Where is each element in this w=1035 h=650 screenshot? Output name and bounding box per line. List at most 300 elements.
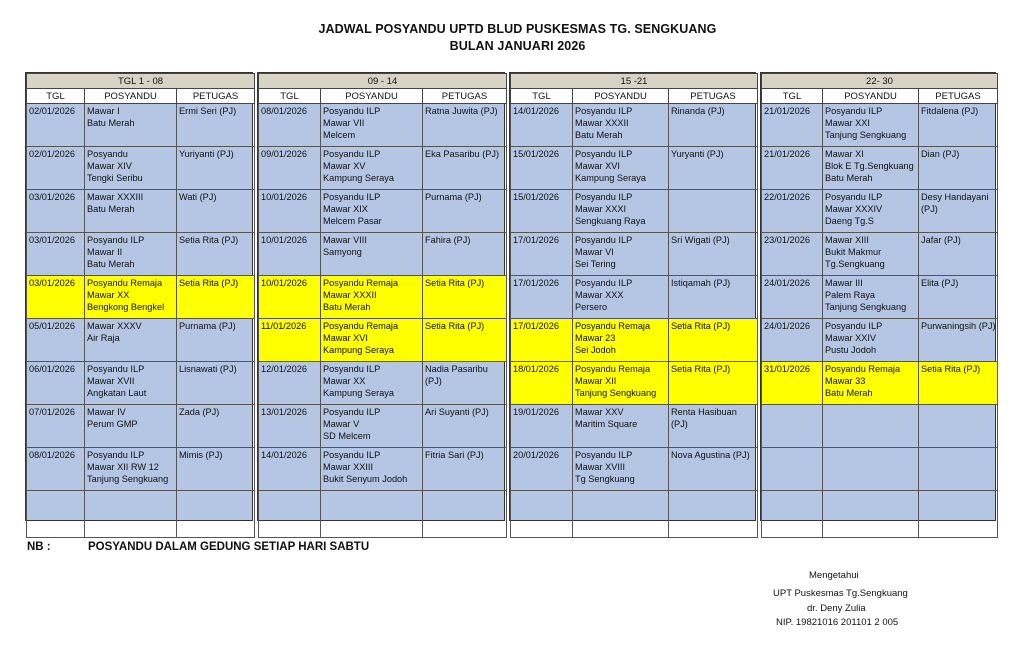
posyandu-line: Kampung Seraya [575,173,646,183]
petugas-text: Nova Agustina (PJ) [671,450,750,460]
date-text: 17/01/2026 [513,278,559,288]
posyandu-line: Daeng Tg.S [825,216,874,226]
cell-petugas [423,276,507,319]
cell-date [762,405,823,448]
cell-petugas [423,104,507,147]
cell-posyandu [573,276,669,319]
cell-date [27,233,85,276]
table-row [762,147,998,190]
posyandu-line: Mawar V [323,419,360,429]
posyandu-line: Sei Tering [575,259,616,269]
cell-posyandu [321,233,423,276]
posyandu-line: Mawar XXV [575,407,624,417]
cell-date [762,147,823,190]
cell-posyandu [321,147,423,190]
posyandu-line: Mawar XII RW 12 [87,462,159,472]
cell-posyandu [321,276,423,319]
date-text: 03/01/2026 [29,192,75,202]
date-text: 12/01/2026 [261,364,307,374]
cell-petugas [177,233,255,276]
table-row [259,190,507,233]
petugas-text: Zada (PJ) [179,407,220,417]
cell-posyandu [321,362,423,405]
posyandu-line: Tanjung Sengkuang [825,302,907,312]
cell-petugas [177,104,255,147]
cell-posyandu [85,448,177,491]
week-range-header: 22- 30 [762,74,998,89]
posyandu-line: Tanjung Sengkuang [825,130,907,140]
posyandu-line: Mawar XIV [87,161,132,171]
posyandu-line: Tengki Seribu [87,173,143,183]
cell-date [511,104,573,147]
petugas-text: Setia Rita (PJ) [921,364,981,374]
posyandu-line: Mawar XVII [87,376,135,386]
petugas-text: Renta Hasibuan (PJ) [671,407,737,429]
table-row [27,319,255,362]
table-row [762,491,998,538]
petugas-text: Mimis (PJ) [179,450,223,460]
posyandu-line: Mawar XXXIII [87,192,144,202]
petugas-text: Eka Pasaribu (PJ) [425,149,500,159]
cell-posyandu [573,448,669,491]
cell-date [27,147,85,190]
posyandu-line: Batu Merah [575,130,623,140]
posyandu-line: Posyandu ILP [87,450,145,460]
sign-name: dr. Deny Zulia [807,603,866,614]
posyandu-line: Mawar XIX [323,204,368,214]
posyandu-line: Posyandu ILP [87,235,145,245]
petugas-text: Lisnawati (PJ) [179,364,237,374]
posyandu-line: Posyandu ILP [323,149,381,159]
date-text: 17/01/2026 [513,235,559,245]
table-row [511,276,758,319]
cell-posyandu [573,319,669,362]
cell-petugas [669,276,758,319]
posyandu-line: Mawar XX [87,290,130,300]
petugas-text: Purnama (PJ) [425,192,482,202]
date-text: 02/01/2026 [29,106,75,116]
week-table-1 [25,72,253,521]
cell-posyandu [85,276,177,319]
posyandu-line: Batu Merah [87,204,135,214]
col-header-tgl: TGL [27,89,85,104]
cell-posyandu [573,190,669,233]
cell-date [259,448,321,491]
cell-petugas [423,190,507,233]
sign-nip: NIP. 19821016 201101 2 005 [776,617,899,628]
posyandu-line: Posyandu ILP [575,450,633,460]
cell-petugas [919,147,998,190]
cell-petugas [919,362,998,405]
table-row [511,362,758,405]
cell-petugas [919,491,998,538]
cell-petugas [669,104,758,147]
cell-date [259,147,321,190]
cell-date [511,491,573,538]
petugas-text: Wati (PJ) [179,192,217,202]
cell-date [27,276,85,319]
date-text: 02/01/2026 [29,149,75,159]
date-text: 24/01/2026 [764,278,810,288]
cell-date [511,233,573,276]
cell-posyandu [85,104,177,147]
col-header-petugas: PETUGAS [177,89,255,104]
cell-date [27,319,85,362]
petugas-text: Setia Rita (PJ) [425,278,485,288]
cell-date [27,491,85,538]
date-text: 08/01/2026 [261,106,307,116]
cell-petugas [669,233,758,276]
posyandu-line: Batu Merah [87,118,135,128]
col-header-tgl: TGL [762,89,823,104]
posyandu-line: Tg.Sengkuang [825,259,885,269]
posyandu-line: Posyandu ILP [825,106,883,116]
cell-posyandu [321,405,423,448]
cell-petugas [669,362,758,405]
cell-petugas [423,147,507,190]
posyandu-line: Posyandu ILP [575,149,633,159]
cell-date [762,190,823,233]
posyandu-line: Bengkong Bengkel [87,302,165,312]
cell-petugas [919,104,998,147]
posyandu-line: Mawar IV [87,407,126,417]
posyandu-line: Mawar XXX [575,290,624,300]
table-row [259,319,507,362]
date-text: 20/01/2026 [513,450,559,460]
cell-date [259,362,321,405]
cell-date [762,233,823,276]
petugas-text: Setia Rita (PJ) [179,278,239,288]
table-row [259,405,507,448]
posyandu-line: Mawar III [825,278,863,288]
posyandu-line: Batu Merah [323,302,371,312]
posyandu-line: Posyandu ILP [575,235,633,245]
cell-posyandu [321,190,423,233]
col-header-tgl: TGL [259,89,321,104]
date-text: 03/01/2026 [29,235,75,245]
cell-petugas [669,491,758,538]
col-header-posyandu: POSYANDU [85,89,177,104]
cell-petugas [423,491,507,538]
petugas-text: Nadia Pasaribu (PJ) [425,364,488,386]
posyandu-line: Posyandu ILP [87,364,145,374]
cell-date [762,491,823,538]
table-row [259,448,507,491]
posyandu-line: Posyandu ILP [575,192,633,202]
table-row [259,104,507,147]
cell-posyandu [823,491,919,538]
date-text: 17/01/2026 [513,321,559,331]
posyandu-line: Mawar XVI [575,161,620,171]
cell-petugas [177,147,255,190]
posyandu-line: Mawar XVIII [575,462,626,472]
week-table-2 [257,72,505,521]
posyandu-line: Mawar XXXII [575,118,629,128]
petugas-text: Fitria Sari (PJ) [425,450,484,460]
posyandu-line: Kampung Seraya [323,173,394,183]
petugas-text: Desy Handayani (PJ) [921,192,989,214]
posyandu-line: Posyandu [87,149,128,159]
posyandu-line: Melcem [323,130,356,140]
posyandu-line: Angkatan Laut [87,388,147,398]
col-header-petugas: PETUGAS [423,89,507,104]
posyandu-line: Posyandu ILP [825,192,883,202]
posyandu-line: Mawar XXXI [575,204,627,214]
posyandu-line: Mawar XXIII [323,462,374,472]
col-header-petugas: PETUGAS [919,89,998,104]
nb-label: NB : [27,541,51,553]
cell-petugas [669,190,758,233]
table-row [762,405,998,448]
petugas-text: Fitdalena (PJ) [921,106,979,116]
posyandu-line: Mawar 23 [575,333,616,343]
week-range-header: 09 - 14 [259,74,507,89]
cell-petugas [919,190,998,233]
date-text: 10/01/2026 [261,235,307,245]
posyandu-line: Mawar XV [323,161,366,171]
table-row [511,190,758,233]
posyandu-line: Kampung Seraya [323,345,394,355]
cell-petugas [669,448,758,491]
posyandu-line: Posyandu Remaja [323,278,399,288]
table-row [511,233,758,276]
date-text: 08/01/2026 [29,450,75,460]
table-row [762,190,998,233]
col-header-posyandu: POSYANDU [321,89,423,104]
cell-posyandu [85,405,177,448]
posyandu-line: Posyandu ILP [323,192,381,202]
nb-note: POSYANDU DALAM GEDUNG SETIAP HARI SABTU [88,541,370,553]
cell-date [762,104,823,147]
posyandu-line: Blok E Tg.Sengkuang [825,161,914,171]
posyandu-line: Batu Merah [825,388,873,398]
cell-date [259,233,321,276]
cell-posyandu [85,233,177,276]
date-text: 14/01/2026 [261,450,307,460]
week-range-header: TGL 1 - 08 [27,74,255,89]
cell-petugas [177,362,255,405]
cell-date [27,448,85,491]
cell-date [511,190,573,233]
date-text: 15/01/2026 [513,149,559,159]
posyandu-line: Mawar XXXV [87,321,142,331]
petugas-text: Jafar (PJ) [921,235,961,245]
posyandu-line: Mawar II [87,247,123,257]
cell-petugas [919,405,998,448]
table-row [27,147,255,190]
posyandu-line: Mawar VI [575,247,614,257]
posyandu-line: Posyandu ILP [575,278,633,288]
col-header-posyandu: POSYANDU [573,89,669,104]
cell-posyandu [823,233,919,276]
cell-petugas [669,147,758,190]
petugas-text: Yuriyanti (PJ) [179,149,234,159]
cell-date [27,104,85,147]
posyandu-line: Mawar VIII [323,235,367,245]
date-text: 07/01/2026 [29,407,75,417]
posyandu-line: Samyong [323,247,362,257]
table-row [259,491,507,538]
date-text: 10/01/2026 [261,192,307,202]
cell-petugas [919,319,998,362]
petugas-text: Setia Rita (PJ) [179,235,239,245]
posyandu-line: Mawar 33 [825,376,866,386]
posyandu-line: Mawar XXI [825,118,870,128]
cell-posyandu [573,104,669,147]
posyandu-line: Batu Merah [825,173,873,183]
petugas-text: Setia Rita (PJ) [671,321,731,331]
posyandu-line: Mawar VII [323,118,365,128]
cell-date [762,362,823,405]
posyandu-line: Mawar XXXIV [825,204,883,214]
posyandu-line: Posyandu Remaja [825,364,901,374]
cell-posyandu [823,276,919,319]
cell-posyandu [85,491,177,538]
cell-date [27,362,85,405]
petugas-text: Sri Wigati (PJ) [671,235,730,245]
week-range-header: 15 -21 [511,74,758,89]
posyandu-line: Mawar XII [575,376,617,386]
table-row [511,491,758,538]
cell-petugas [919,448,998,491]
petugas-text: Yuryanti (PJ) [671,149,724,159]
table-row [511,147,758,190]
cell-posyandu [823,319,919,362]
cell-petugas [423,319,507,362]
cell-petugas [669,319,758,362]
posyandu-line: Batu Merah [87,259,135,269]
table-row [259,276,507,319]
cell-date [511,276,573,319]
sign-organization: UPT Puskesmas Tg.Sengkuang [773,588,908,599]
cell-posyandu [823,448,919,491]
cell-petugas [919,233,998,276]
posyandu-line: Mawar XXXII [323,290,377,300]
table-row [762,448,998,491]
petugas-text: Ratna Juwita (PJ) [425,106,498,116]
date-text: 22/01/2026 [764,192,810,202]
posyandu-line: Mawar I [87,106,120,116]
cell-date [27,405,85,448]
table-row [762,362,998,405]
cell-petugas [177,190,255,233]
date-text: 03/01/2026 [29,278,75,288]
date-text: 06/01/2026 [29,364,75,374]
petugas-text: Dian (PJ) [921,149,960,159]
cell-posyandu [823,104,919,147]
cell-date [762,319,823,362]
cell-petugas [919,276,998,319]
petugas-text: Purnama (PJ) [179,321,236,331]
table-row [762,104,998,147]
posyandu-line: Bukit Senyum Jodoh [323,474,408,484]
date-text: 21/01/2026 [764,106,810,116]
petugas-text: Setia Rita (PJ) [425,321,485,331]
posyandu-line: Bukit Makmur [825,247,882,257]
posyandu-line: Posyandu ILP [323,106,381,116]
posyandu-line: Mawar XVI [323,333,368,343]
date-text: 09/01/2026 [261,149,307,159]
cell-date [259,491,321,538]
table-row [27,190,255,233]
posyandu-line: Posyandu Remaja [575,364,651,374]
table-row [27,491,255,538]
cell-posyandu [823,362,919,405]
cell-date [511,448,573,491]
table-row [27,448,255,491]
cell-posyandu [85,362,177,405]
cell-posyandu [573,362,669,405]
date-text: 24/01/2026 [764,321,810,331]
petugas-text: Ermi Seri (PJ) [179,106,237,116]
cell-posyandu [85,147,177,190]
cell-date [511,405,573,448]
cell-date [511,147,573,190]
posyandu-line: Mawar XXIV [825,333,877,343]
cell-posyandu [823,190,919,233]
posyandu-line: Posyandu Remaja [87,278,163,288]
schedule-month: BULAN JANUARI 2026 [449,39,586,53]
cell-petugas [423,405,507,448]
posyandu-line: Sei Jodoh [575,345,616,355]
table-row [762,319,998,362]
posyandu-line: Persero [575,302,608,312]
posyandu-line: Tanjung Sengkuang [575,388,657,398]
schedule-title: JADWAL POSYANDU UPTD BLUD PUSKESMAS TG. SENGKUANG [318,22,717,36]
cell-date [259,319,321,362]
posyandu-line: Posyandu ILP [825,321,883,331]
date-text: 14/01/2026 [513,106,559,116]
date-text: 31/01/2026 [764,364,810,374]
table-row [762,276,998,319]
cell-date [259,104,321,147]
table-row [259,147,507,190]
cell-date [259,190,321,233]
date-text: 23/01/2026 [764,235,810,245]
posyandu-line: Tg Sengkuang [575,474,635,484]
posyandu-line: Kampung Seraya [323,388,394,398]
date-text: 11/01/2026 [261,321,307,331]
table-row [27,405,255,448]
date-text: 05/01/2026 [29,321,75,331]
posyandu-line: Palem Raya [825,290,876,300]
col-header-posyandu: POSYANDU [823,89,919,104]
table-row [259,233,507,276]
cell-posyandu [321,104,423,147]
cell-petugas [423,362,507,405]
col-header-petugas: PETUGAS [669,89,758,104]
cell-posyandu [573,405,669,448]
petugas-text: Istiqamah (PJ) [671,278,731,288]
week-table-3 [509,72,756,521]
date-text: 10/01/2026 [261,278,307,288]
posyandu-line: Posyandu Remaja [575,321,651,331]
date-text: 21/01/2026 [764,149,810,159]
table-row [511,319,758,362]
table-row [27,233,255,276]
posyandu-line: Mawar XIII [825,235,869,245]
posyandu-line: Tanjung Sengkuang [87,474,169,484]
posyandu-line: Posyandu ILP [575,106,633,116]
posyandu-line: Posyandu ILP [323,450,381,460]
date-text: 18/01/2026 [513,364,559,374]
cell-date [511,319,573,362]
posyandu-line: Maritim Square [575,419,638,429]
cell-posyandu [573,491,669,538]
table-row [511,104,758,147]
cell-date [762,448,823,491]
posyandu-line: Pustu Jodoh [825,345,877,355]
